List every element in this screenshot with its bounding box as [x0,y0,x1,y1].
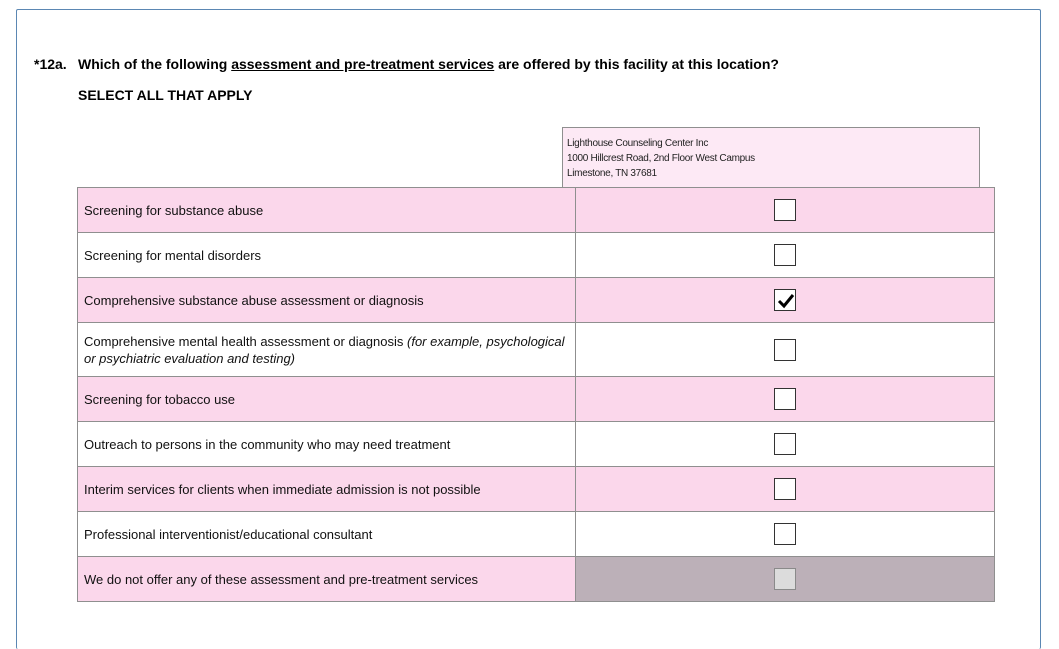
checkmark-icon [776,291,796,311]
question-number: *12a. [34,56,67,72]
facility-city-state-zip: Limestone, TN 37681 [567,168,657,179]
checkbox-screening-tobacco[interactable] [774,388,796,410]
question-underlined-text: assessment and pre-treatment services [231,56,495,72]
checkbox-screening-substance-abuse[interactable] [774,199,796,221]
question-text-before: Which of the following [78,56,232,72]
checkbox-outreach[interactable] [774,433,796,455]
row-label: Screening for substance abuse [78,188,576,233]
table-row [78,512,995,557]
row-label: We do not offer any of these assessment and pre-treatment services [78,557,576,602]
row-label-note: (for example, psychological or psychiatric evaluation and testing) [84,333,565,366]
table-row [78,377,995,422]
row-label: Outreach to persons in the community who may need treatment [78,422,576,467]
row-label [78,323,576,377]
row-label: Professional interventionist/educational consultant [78,512,576,557]
row-label: Comprehensive substance abuse assessment or diagnosis [78,278,576,323]
table-row [78,278,995,323]
facility-address: 1000 Hillcrest Road, 2nd Floor West Campus [567,153,755,164]
facility-name: Lighthouse Counseling Center Inc [567,138,709,149]
question-text-after: are offered by this facility at this location? [494,56,779,72]
table-row [78,467,995,512]
checkbox-screening-mental-disorders[interactable] [774,244,796,266]
table-row [78,188,995,233]
table-row [78,422,995,467]
table-row [78,323,995,377]
checkbox-none-offered[interactable] [774,568,796,590]
facility-header-cell [562,127,980,188]
question-text [34,56,779,72]
checkbox-comprehensive-mental-health[interactable] [774,339,796,361]
checkbox-comprehensive-substance-abuse[interactable] [774,289,796,311]
row-label: Interim services for clients when immediate admission is not possible [78,467,576,512]
row-label: Screening for mental disorders [78,233,576,278]
row-label-main: Comprehensive mental health assessment or diagnosis [84,333,408,349]
table-row [78,233,995,278]
table-row [78,557,995,602]
checkbox-professional-interventionist[interactable] [774,523,796,545]
checkbox-interim-services[interactable] [774,478,796,500]
services-table [77,187,995,602]
row-label: Screening for tobacco use [78,377,576,422]
select-all-instruction: SELECT ALL THAT APPLY [78,87,253,103]
